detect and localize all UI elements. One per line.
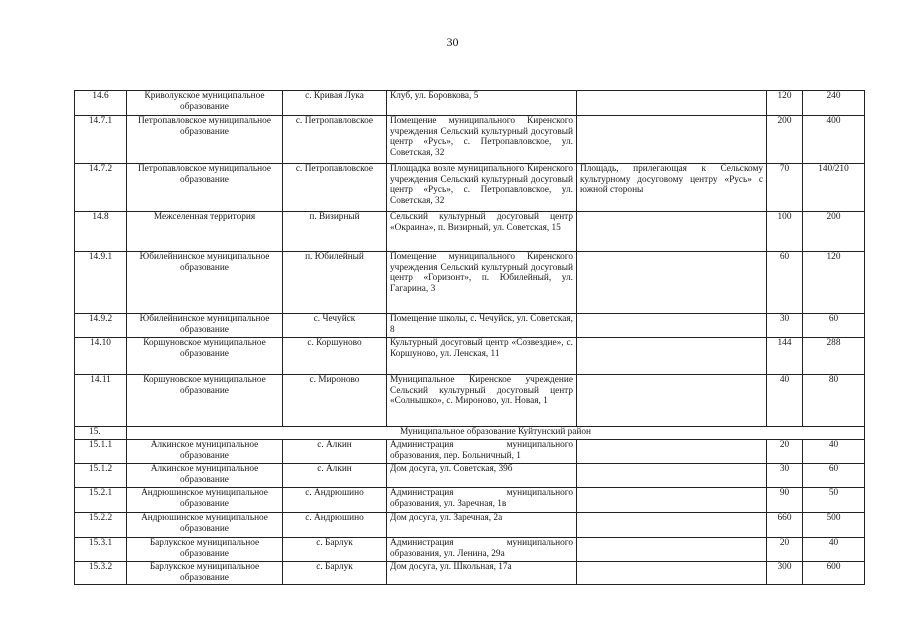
row-number: 14.10 <box>75 338 127 375</box>
second-value: 60 <box>803 314 865 338</box>
second-value: 140/210 <box>803 164 865 212</box>
second-value: 500 <box>803 513 865 538</box>
additional-place <box>577 91 767 116</box>
second-value: 120 <box>803 252 865 314</box>
row-number: 14.7.1 <box>75 116 127 164</box>
table-row <box>75 212 865 252</box>
table-row <box>75 562 865 585</box>
settlement-name: п. Юбилейный <box>283 252 387 314</box>
additional-place <box>577 338 767 375</box>
additional-place <box>577 513 767 538</box>
settlement-name: с. Петропавловское <box>283 164 387 212</box>
table-row <box>75 314 865 338</box>
second-value: 600 <box>803 562 865 585</box>
page-number: 30 <box>446 35 459 49</box>
polling-place-address: Помещение школы, с. Чечуйск, ул. Советская, 8 <box>387 314 577 338</box>
row-number: 15.2.2 <box>75 513 127 538</box>
municipality-name: Андрюшинское муниципальное образование <box>127 513 283 538</box>
table-row <box>75 91 865 116</box>
table-row <box>75 538 865 562</box>
table-row <box>75 375 865 427</box>
row-number: 15.1.1 <box>75 440 127 464</box>
capacity-value: 660 <box>767 513 803 538</box>
capacity-value: 200 <box>767 116 803 164</box>
municipality-name: Барлукское муниципальное образование <box>127 562 283 585</box>
additional-place <box>577 116 767 164</box>
section-title: Муниципальное образование Куйтунский район <box>127 427 865 440</box>
row-number: 14.11 <box>75 375 127 427</box>
municipality-name: Андрюшинское муниципальное образование <box>127 488 283 513</box>
settlement-name: с. Андрюшино <box>283 513 387 538</box>
polling-place-address: Администрация муниципального образования, ул. Ленина, 29а <box>387 538 577 562</box>
municipality-name: Алкинское муниципальное образование <box>127 440 283 464</box>
municipality-name: Петропавловское муниципальное образование <box>127 164 283 212</box>
municipality-name: Криволукское муниципальное образование <box>127 91 283 116</box>
table-row <box>75 252 865 314</box>
additional-place <box>577 252 767 314</box>
municipality-name: Петропавловское муниципальное образование <box>127 116 283 164</box>
capacity-value: 90 <box>767 488 803 513</box>
capacity-value: 60 <box>767 252 803 314</box>
table-row <box>75 488 865 513</box>
row-number: 14.8 <box>75 212 127 252</box>
municipality-name: Барлукское муниципальное образование <box>127 538 283 562</box>
additional-place <box>577 375 767 427</box>
second-value: 80 <box>803 375 865 427</box>
table-row <box>75 513 865 538</box>
polling-places-table <box>74 90 865 585</box>
capacity-value: 300 <box>767 562 803 585</box>
table-row <box>75 464 865 488</box>
second-value: 200 <box>803 212 865 252</box>
polling-place-address: Помещение муниципального Киренского учреждения Сельский культурный досуговый центр «Русь», с. Петропавловское, ул. Советская, 32 <box>387 116 577 164</box>
row-number: 14.7.2 <box>75 164 127 212</box>
additional-place <box>577 538 767 562</box>
settlement-name: с. Барлук <box>283 538 387 562</box>
settlement-name: с. Алкин <box>283 464 387 488</box>
additional-place <box>577 562 767 585</box>
polling-place-address: Муниципальное Киренское учреждение Сельский культурный досуговый центр «Солнышко», с. Мироново, ул. Новая, 1 <box>387 375 577 427</box>
row-number: 15.1.2 <box>75 464 127 488</box>
capacity-value: 144 <box>767 338 803 375</box>
polling-place-address: Культурный досуговый центр «Созвездие», с. Коршуново, ул. Ленская, 11 <box>387 338 577 375</box>
settlement-name: с. Коршуново <box>283 338 387 375</box>
municipality-name: Межселенная территория <box>127 212 283 252</box>
polling-place-address: Администрация муниципального образования, пер. Больничный, 1 <box>387 440 577 464</box>
additional-place: Площадь, прилегающая к Сельскому культурному досуговому центру «Русь» с южной стороны <box>577 164 767 212</box>
additional-place <box>577 440 767 464</box>
additional-place <box>577 488 767 513</box>
table-row <box>75 164 865 212</box>
municipality-name: Юбилейнинское муниципальное образование <box>127 252 283 314</box>
capacity-value: 30 <box>767 464 803 488</box>
settlement-name: п. Визирный <box>283 212 387 252</box>
settlement-name: с. Кривая Лука <box>283 91 387 116</box>
second-value: 288 <box>803 338 865 375</box>
additional-place <box>577 314 767 338</box>
table-row <box>75 338 865 375</box>
section-number: 15. <box>75 427 127 440</box>
row-number: 14.9.1 <box>75 252 127 314</box>
capacity-value: 100 <box>767 212 803 252</box>
row-number: 15.3.2 <box>75 562 127 585</box>
municipality-name: Коршуновское муниципальное образование <box>127 338 283 375</box>
row-number: 15.3.1 <box>75 538 127 562</box>
second-value: 60 <box>803 464 865 488</box>
capacity-value: 120 <box>767 91 803 116</box>
polling-place-address: Сельский культурный досуговый центр «Окраина», п. Визирный, ул. Советская, 15 <box>387 212 577 252</box>
polling-place-address: Дом досуга, ул. Заречная, 2а <box>387 513 577 538</box>
capacity-value: 40 <box>767 375 803 427</box>
additional-place <box>577 464 767 488</box>
polling-place-address: Администрация муниципального образования, ул. Заречная, 1в <box>387 488 577 513</box>
capacity-value: 30 <box>767 314 803 338</box>
municipality-name: Коршуновское муниципальное образование <box>127 375 283 427</box>
table-row <box>75 440 865 464</box>
table-row <box>75 116 865 164</box>
capacity-value: 20 <box>767 538 803 562</box>
settlement-name: с. Андрюшино <box>283 488 387 513</box>
second-value: 40 <box>803 538 865 562</box>
settlement-name: с. Мироново <box>283 375 387 427</box>
row-number: 14.6 <box>75 91 127 116</box>
section-row <box>75 427 865 440</box>
row-number: 14.9.2 <box>75 314 127 338</box>
settlement-name: с. Чечуйск <box>283 314 387 338</box>
second-value: 50 <box>803 488 865 513</box>
settlement-name: с. Петропавловское <box>283 116 387 164</box>
polling-place-address: Клуб, ул. Боровкова, 5 <box>387 91 577 116</box>
additional-place <box>577 212 767 252</box>
row-number: 15.2.1 <box>75 488 127 513</box>
municipality-name: Алкинское муниципальное образование <box>127 464 283 488</box>
capacity-value: 70 <box>767 164 803 212</box>
polling-place-address: Дом досуга, ул. Советская, 39б <box>387 464 577 488</box>
second-value: 400 <box>803 116 865 164</box>
second-value: 240 <box>803 91 865 116</box>
second-value: 40 <box>803 440 865 464</box>
settlement-name: с. Алкин <box>283 440 387 464</box>
capacity-value: 20 <box>767 440 803 464</box>
municipality-name: Юбилейнинское муниципальное образование <box>127 314 283 338</box>
polling-place-address: Помещение муниципального Киренского учреждения Сельский культурный досуговый центр «Горизонт», п. Юбилейный, ул. Гагарина, 3 <box>387 252 577 314</box>
polling-place-address: Площадка возле муниципального Киренского учреждения Сельский культурный досуговый центр «Русь», с. Петропавловское, ул. Советская, 32 <box>387 164 577 212</box>
settlement-name: с. Барлук <box>283 562 387 585</box>
polling-place-address: Дом досуга, ул. Школьная, 17а <box>387 562 577 585</box>
